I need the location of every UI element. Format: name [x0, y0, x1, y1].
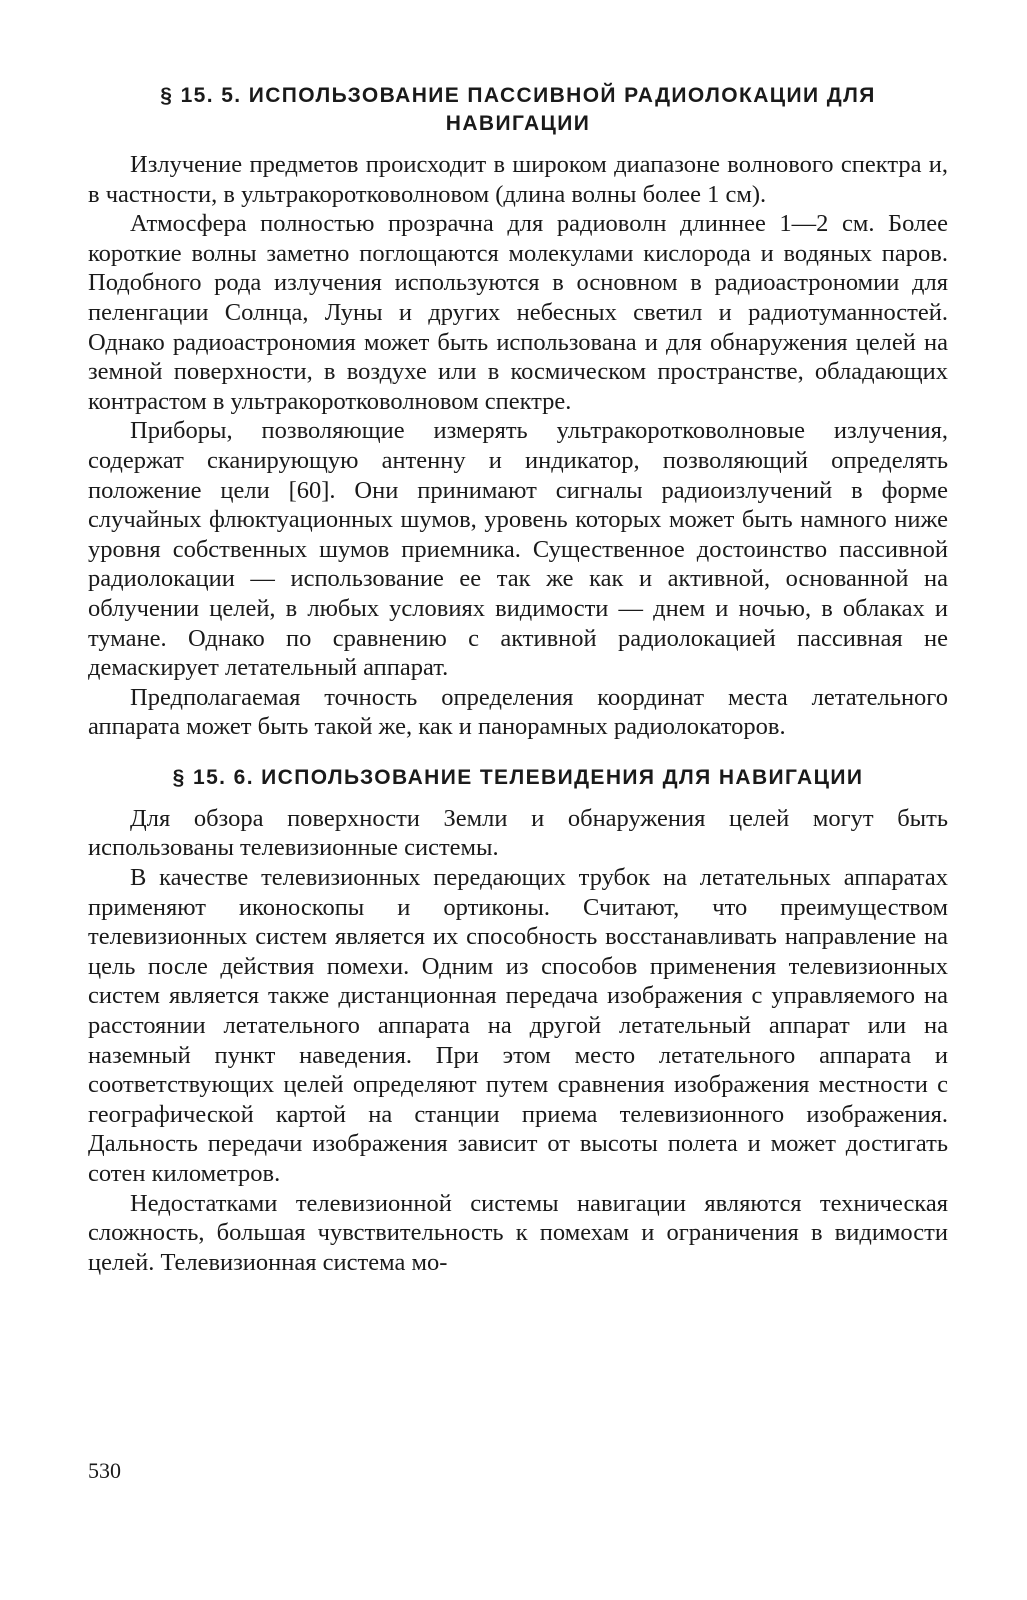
paragraph: Недостатками телевизионной системы навигации являются техническая сложность, большая чувствительность к помехам и ограничения в видимости целей. Телевизионная система мо- [88, 1189, 948, 1276]
paragraph: Приборы, позволяющие измерять ультракоротковолновые излучения, содержат сканирующую антенну и индикатор, позволяющий определять положение цели [60]. Они принимают сигналы радиоизлучений в форме случайных флюктуационных шумов, уровень которых может быть намного ниже уровня собственных шумов приемника. Существенное достоинство пассивной радиолокации — использование ее так же как и активной, основанной на облучении целей, в любых условиях видимости — днем и ночью, в облаках и тумане. Однако по сравнению с активной радиолокацией пассивная не демаскирует летательный аппарат. [88, 417, 948, 682]
paragraph: Предполагаемая точность определения координат места летательного аппарата может быть такой же, как и панорамных радиолокаторов. [88, 683, 948, 741]
page-number: 530 [88, 1458, 121, 1483]
paragraph: Атмосфера полностью прозрачна для радиоволн длиннее 1—2 см. Более короткие волны заметно поглощаются молекулами кислорода и водяных паров. Подобного рода излучения используются в основном в радиоастрономии для пеленгации Солнца, Луны и других небесных светил и радиотуманностей. Однако радиоастрономия может быть использована и для обнаружения целей на земной поверхности, в воздухе или в космическом пространстве, обладающих контрастом в ультракоротковолновом спектре. [88, 210, 948, 415]
paragraph: В качестве телевизионных передающих трубок на летательных аппаратах применяют иконоскопы и ортиконы. Считают, что преимуществом телевизионных систем является их способность восстанавливать направление на цель после действия помехи. Одним из способов применения телевизионных систем является также дистанционная передача изображения с управляемого на расстоянии летательного аппарата на другой летательный аппарат или на наземный пункт наведения. При этом место летательного аппарата и соответствующих целей определяют путем сравнения изображения местности с географической картой на станции приема телевизионного изображения. Дальность передачи изображения зависит от высоты полета и может достигать сотен километров. [88, 864, 948, 1187]
section-heading-15-6: § 15. 6. ИСПОЛЬЗОВАНИЕ ТЕЛЕВИДЕНИЯ ДЛЯ НАВИГАЦИИ [172, 765, 864, 789]
book-page [88, 82, 948, 1277]
paragraph: Для обзора поверхности Земли и обнаружения целей могут быть использованы телевизионные системы. [88, 804, 948, 862]
paragraph: Излучение предметов происходит в широком диапазоне волнового спектра и, в частности, в ультракоротковолновом (длина волны более 1 см). [88, 151, 948, 208]
section-heading-15-5: § 15. 5. ИСПОЛЬЗОВАНИЕ ПАССИВНОЙ РАДИОЛОКАЦИИ ДЛЯ НАВИГАЦИИ [160, 84, 876, 135]
